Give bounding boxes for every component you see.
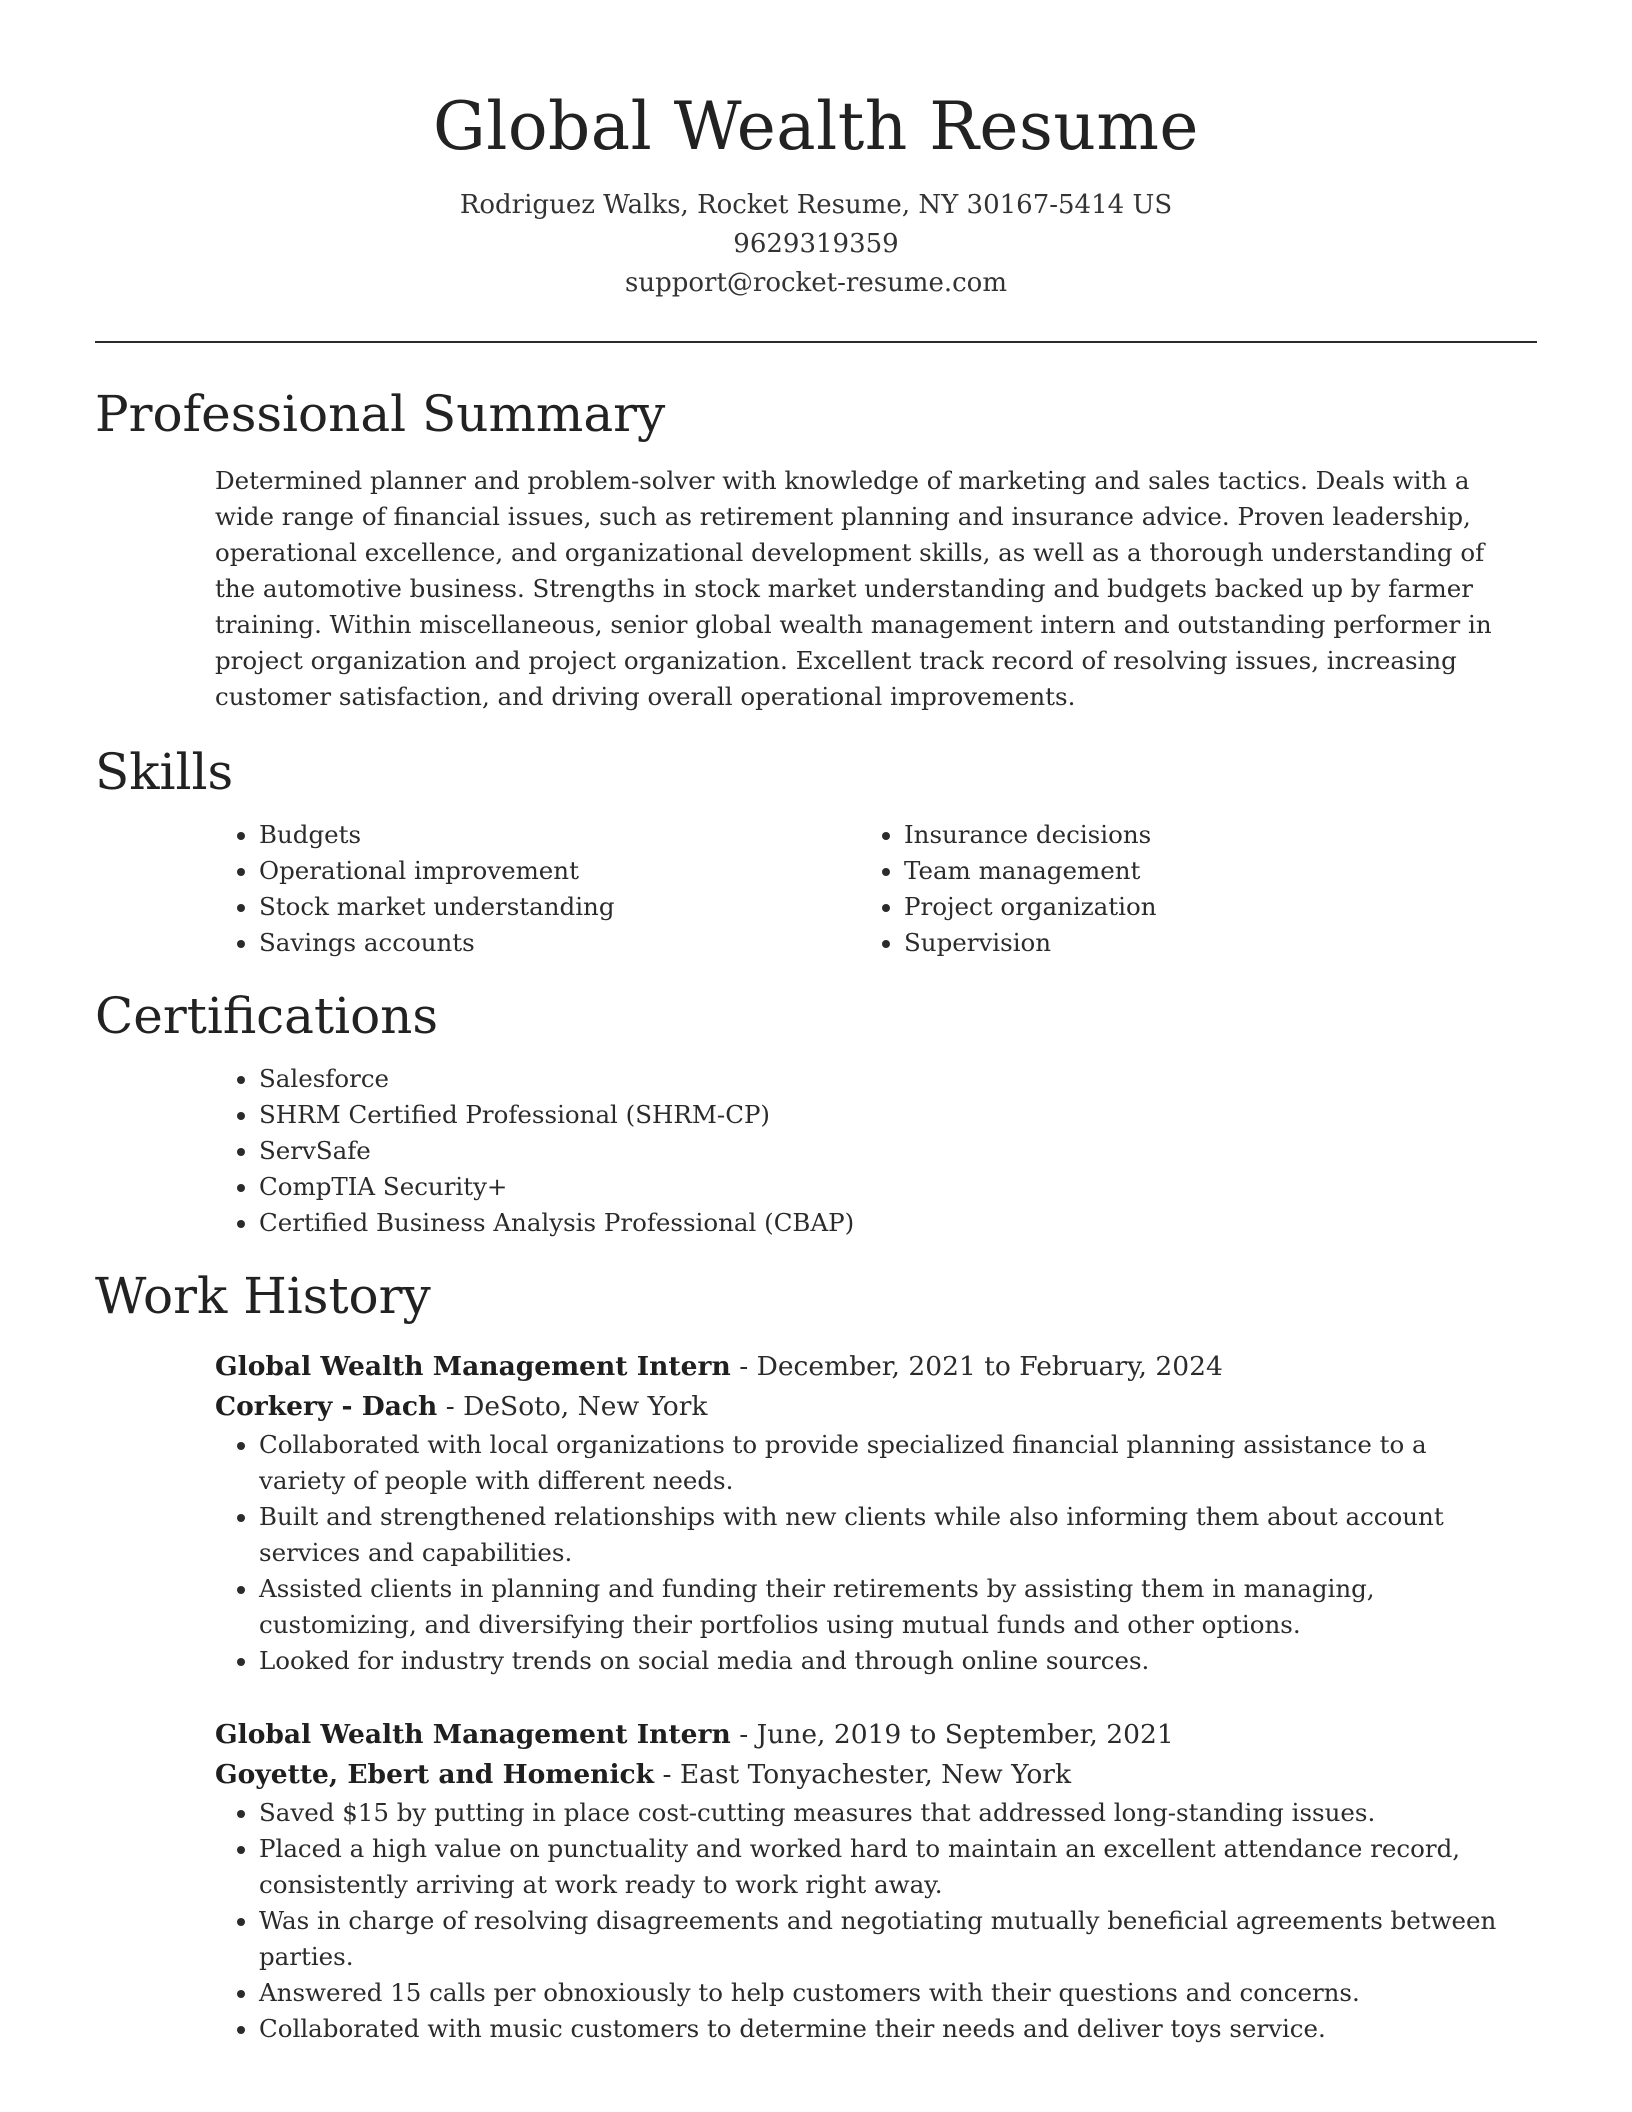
skills-column-left xyxy=(215,817,860,961)
job-bullet: • Placed a high value on punctuality and worked hard to maintain an excellent attendance record, consistently arriving at work ready to work right away. xyxy=(259,1831,1507,1903)
skill-item: • Supervision xyxy=(904,925,1505,961)
contact-phone: 9629319359 xyxy=(733,229,899,259)
job-company: Corkery - Dach xyxy=(215,1391,438,1422)
job-role: Global Wealth Management Intern xyxy=(215,1719,731,1750)
job-dates: - June, 2019 to September, 2021 xyxy=(730,1719,1174,1750)
skill-item: • Budgets xyxy=(259,817,860,853)
certification-item: • ServSafe xyxy=(259,1133,1507,1169)
job-bullet: • Collaborated with local organizations to provide specialized financial planning assistance to a variety of people with different needs. xyxy=(259,1427,1507,1499)
skills-heading: Skills xyxy=(95,743,234,801)
skill-item: • Savings accounts xyxy=(259,925,860,961)
skill-item: • Project organization xyxy=(904,889,1505,925)
job-location: - East Tonyachester, New York xyxy=(654,1759,1072,1790)
skill-item: • Operational improvement xyxy=(259,853,860,889)
job-company-line xyxy=(215,1387,1507,1427)
job-bullets xyxy=(215,1427,1507,1679)
job-bullet: • Collaborated with music customers to determine their needs and deliver toys service. xyxy=(259,2011,1507,2047)
job-entry xyxy=(215,1715,1507,2047)
work-history-section xyxy=(95,1265,1537,2047)
skills-grid xyxy=(215,817,1507,961)
job-bullet: • Assisted clients in planning and funding their retirements by assisting them in managing, customizing, and diversifying their portfolios using mutual funds and other options. xyxy=(259,1571,1507,1643)
job-bullet: • Saved $15 by putting in place cost-cutting measures that addressed long-standing issues. xyxy=(259,1795,1507,1831)
job-bullet: • Looked for industry trends on social media and through online sources. xyxy=(259,1643,1507,1679)
job-title-line xyxy=(215,1347,1507,1387)
certification-item: • CompTIA Security+ xyxy=(259,1169,1507,1205)
job-bullet: • Built and strengthened relationships with new clients while also informing them about account services and capabilities. xyxy=(259,1499,1507,1571)
certification-item: • Salesforce xyxy=(259,1061,1507,1097)
contact-email: support@rocket-resume.com xyxy=(624,268,1007,298)
summary-text: Determined planner and problem-solver with knowledge of marketing and sales tactics. Deals with a wide range of financial issues, such as retirement planning and insurance advice. Proven leadership, operational excellence, and organizational development skills, as well as a thorough understanding of the automotive business. Strengths in stock market understanding and budgets backed up by farmer training. Within miscellaneous, senior global wealth management intern and outstanding performer in project organization and project organization. Excellent track record of resolving issues, increasing customer satisfaction, and driving overall operational improvements. xyxy=(215,466,1492,711)
job-bullet: • Was in charge of resolving disagreements and negotiating mutually beneficial agreements between parties. xyxy=(259,1903,1507,1975)
job-company: Goyette, Ebert and Homenick xyxy=(215,1759,655,1790)
certifications-section xyxy=(95,985,1537,1241)
job-bullet: • Answered 15 calls per obnoxiously to help customers with their questions and concerns. xyxy=(259,1975,1507,2011)
skills-column-right xyxy=(860,817,1505,961)
job-bullets xyxy=(215,1795,1507,2047)
header-divider xyxy=(95,341,1537,343)
skills-section xyxy=(95,741,1537,961)
job-entry xyxy=(215,1347,1507,1679)
contact-info xyxy=(95,186,1537,303)
job-location: - DeSoto, New York xyxy=(437,1391,708,1422)
resume-title: Global Wealth Resume xyxy=(432,88,1199,165)
resume-header xyxy=(95,0,1537,303)
skill-item: • Insurance decisions xyxy=(904,817,1505,853)
contact-address: Rodriguez Walks, Rocket Resume, NY 30167-5414 US xyxy=(459,190,1173,220)
summary-heading: Professional Summary xyxy=(95,385,666,443)
job-dates: - December, 2021 to February, 2024 xyxy=(730,1351,1223,1382)
skill-item: • Team management xyxy=(904,853,1505,889)
summary-section xyxy=(95,383,1537,715)
certification-item: • SHRM Certified Professional (SHRM-CP) xyxy=(259,1097,1507,1133)
job-company-line xyxy=(215,1755,1507,1795)
certifications-list xyxy=(215,1061,1507,1241)
job-role: Global Wealth Management Intern xyxy=(215,1351,731,1382)
certifications-heading: Certifications xyxy=(95,987,439,1045)
skill-item: • Stock market understanding xyxy=(259,889,860,925)
work-history-heading: Work History xyxy=(95,1267,431,1325)
job-title-line xyxy=(215,1715,1507,1755)
certification-item: • Certified Business Analysis Professional (CBAP) xyxy=(259,1205,1507,1241)
